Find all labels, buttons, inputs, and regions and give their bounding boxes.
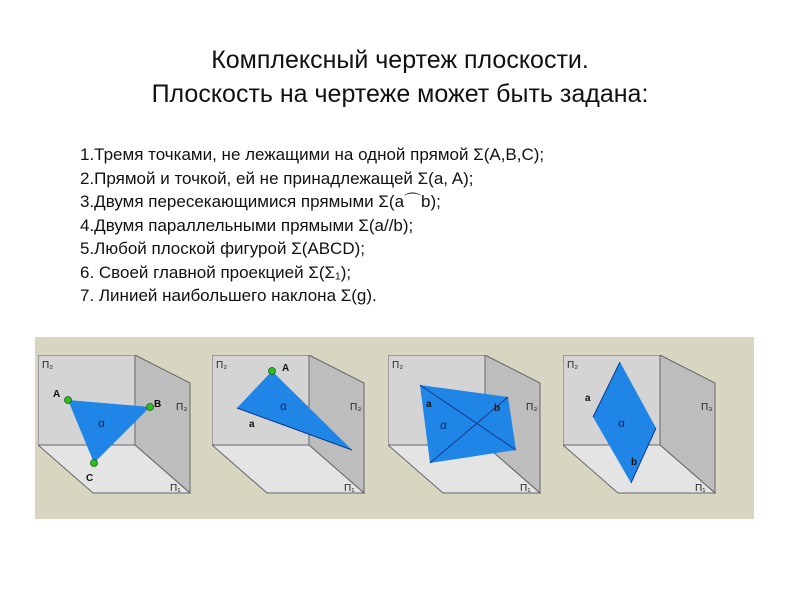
line-a-label: a (249, 419, 255, 430)
figure-three-points (38, 355, 198, 500)
methods-list (80, 143, 544, 308)
slide-title-line1: Комплексный чертеж плоскости. (211, 46, 589, 74)
label-p2: Π₂ (42, 360, 54, 371)
method-item-5: 5.Любой плоской фигурой Σ(ABCD); (80, 239, 365, 258)
point-c-label: C (86, 473, 94, 484)
method-item-3: 3.Двумя пересекающимися прямыми Σ(a⌒b); (80, 192, 441, 211)
point-b-marker (147, 404, 154, 411)
point-a-marker (269, 368, 276, 375)
label-p1: Π₁ (695, 483, 706, 494)
line-a-label: a (426, 399, 432, 410)
line-b-label: b (631, 457, 638, 468)
label-p3: Π₃ (350, 402, 362, 413)
label-p3: Π₃ (176, 402, 188, 413)
figure-parallel-lines (563, 355, 723, 500)
point-a-label: A (53, 389, 61, 400)
plane-quad (420, 385, 516, 463)
point-b-label: B (154, 399, 162, 410)
line-a-label: a (585, 393, 591, 404)
label-p3: Π₃ (526, 402, 538, 413)
label-p2: Π₂ (392, 360, 404, 371)
method-item-2: 2.Прямой и точкой, ей не принадлежащей Σ(a, A); (80, 168, 474, 188)
slide-title-line2: Плоскость на чертеже может быть задана: (151, 80, 649, 108)
label-p1: Π₁ (520, 483, 531, 494)
label-alpha: α (280, 399, 287, 413)
point-a-marker (65, 397, 72, 404)
figure-intersecting-lines (388, 355, 548, 500)
label-p1: Π₁ (170, 483, 181, 494)
label-alpha: α (98, 416, 105, 430)
label-p2: Π₂ (216, 360, 228, 371)
label-p3: Π₃ (701, 402, 713, 413)
method-item-4: 4.Двумя параллельными прямыми Σ(a//b); (80, 215, 414, 235)
method-item-7: 7. Линией наибольшего наклона Σ(g). (80, 286, 377, 305)
label-p2: Π₂ (567, 360, 579, 371)
figure-line-and-point (212, 355, 372, 500)
method-item-1: 1.Тремя точками, не лежащими на одной прямой Σ(A,B,C); (80, 145, 545, 164)
label-alpha: α (618, 416, 625, 430)
point-c-marker (91, 460, 98, 467)
line-b-label: b (494, 403, 501, 414)
point-a-label: A (282, 363, 290, 374)
label-alpha: α (440, 418, 447, 432)
method-item-6: 6. Своей главной проекцией Σ(Σ₁); (80, 262, 352, 282)
label-p1: Π₁ (344, 483, 355, 494)
